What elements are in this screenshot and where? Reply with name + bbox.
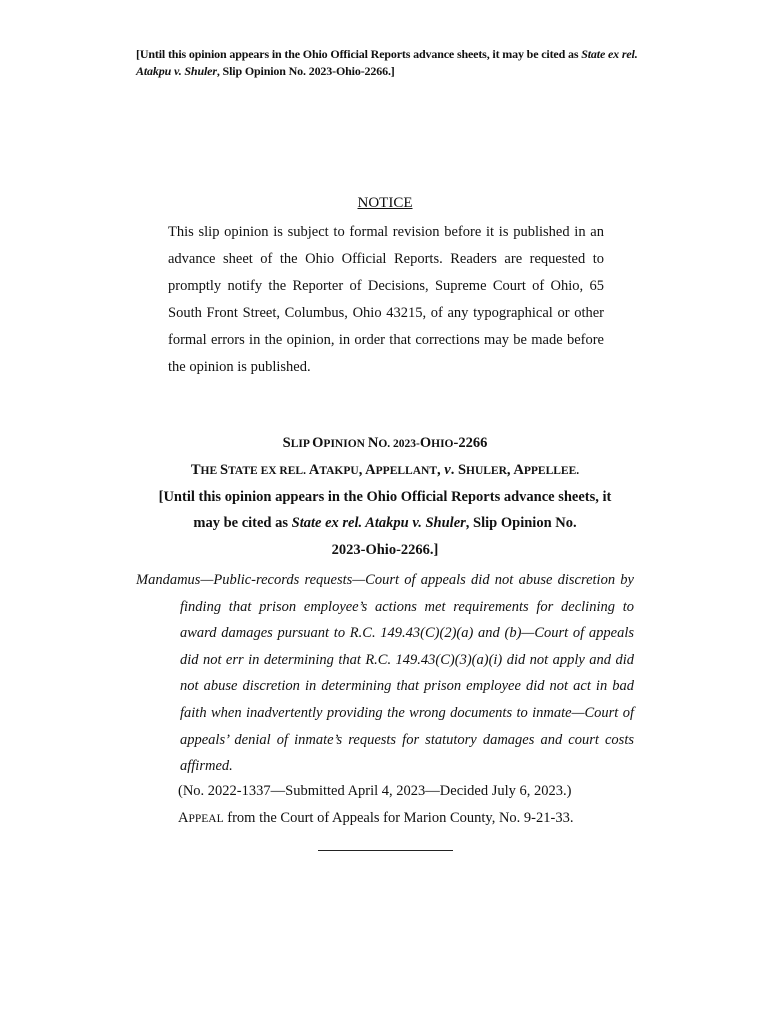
versus-italic: v	[444, 462, 451, 478]
case-parties	[0, 460, 770, 481]
header-citation-note	[136, 46, 646, 80]
appeal-rest: from the Court of Appeals for Marion County, No. 9-21-33.	[223, 810, 574, 826]
sc-rest: TAKPU	[319, 465, 359, 477]
header-cite-prefix: [Until this opinion appears in the Ohio Official Reports advance sheets, it may be cited as	[136, 47, 582, 61]
header-cite-case-name: State ex rel. Atakpu v. Shuler	[136, 47, 638, 78]
sc-letter: N	[367, 435, 379, 451]
sc-punct: .	[450, 462, 458, 478]
sc-rest: PPELLEE.	[523, 465, 580, 477]
appeal-smallcaps: PPEAL	[188, 813, 224, 825]
syllabus-headnote: Mandamus—Public-records requests—Court of appeals did not abuse discretion by finding that prison employee’s actions met requirements for declining to award damages pursuant to R.C. 149.43(C)(2)(a) and (b)—Court of appeals did not err in determining that R.C. 149.43(C)(3)(a)(i) did not apply and did not abuse discretion in determining that prison employee did not act in bad faith when inadvertently providing the wrong documents to inmate—Court of appeals’ denial of inmate’s requests for statutory damages and court costs affirmed.	[136, 572, 634, 775]
header-cite-suffix: , Slip Opinion No. 2023-Ohio-2266.]	[216, 64, 395, 78]
sc-number: -2266	[453, 435, 488, 451]
sc-rest: PINION	[323, 438, 368, 450]
notice-title: NOTICE	[357, 195, 413, 211]
sc-rest: HIO	[431, 438, 454, 450]
sc-punct: ,	[506, 462, 514, 478]
caption-citation-line-1: [Until this opinion appears in the Ohio Official Reports advance sheets, it	[158, 489, 612, 505]
caption-cite-suffix: , Slip Opinion No.	[465, 515, 577, 531]
notice-body: This slip opinion is subject to formal revision before it is published in an advance sheet of the Ohio Official Reports. Readers are requested to promptly notify the Reporter of Decisions, Supreme Court of Ohio, 65 South Front Street, Columbus, Ohio 43215, of any typographical or other formal errors in the opinion, in order that corrections may be made before the opinion is published.	[168, 224, 604, 375]
sc-rest: PPELLANT	[375, 465, 437, 477]
slip-opinion-number	[0, 433, 770, 454]
sc-letter: O	[312, 435, 324, 451]
section-divider-rule	[318, 850, 453, 851]
caption-cite-prefix: may be cited as	[193, 515, 292, 531]
sc-letter: A	[513, 462, 524, 478]
sc-letter: S	[457, 462, 467, 478]
caption-citation-line-2	[0, 513, 770, 533]
sc-rest: HE	[200, 465, 221, 477]
sc-rest: LIP	[290, 438, 313, 450]
caption-citation-line-3: 2023-Ohio-2266.]	[331, 542, 439, 558]
sc-rest: HULER	[466, 465, 507, 477]
sc-letter: S	[282, 435, 291, 451]
sc-punct: ,	[358, 462, 366, 478]
sc-rest: O. 2023-	[378, 438, 420, 450]
appeal-line	[178, 808, 573, 829]
sc-letter: T	[190, 462, 201, 478]
caption-cite-case-name: State ex rel. Atakpu v. Shuler	[291, 515, 466, 531]
sc-letter: A	[308, 462, 320, 478]
sc-punct: ,	[437, 462, 445, 478]
sc-rest: TATE EX REL.	[228, 465, 309, 477]
appeal-first-letter: A	[178, 810, 189, 826]
sc-letter: A	[365, 462, 376, 478]
sc-letter: O	[419, 435, 432, 451]
sc-letter: S	[220, 462, 229, 478]
docket-line: (No. 2022-1337—Submitted April 4, 2023—Decided July 6, 2023.)	[178, 783, 572, 799]
